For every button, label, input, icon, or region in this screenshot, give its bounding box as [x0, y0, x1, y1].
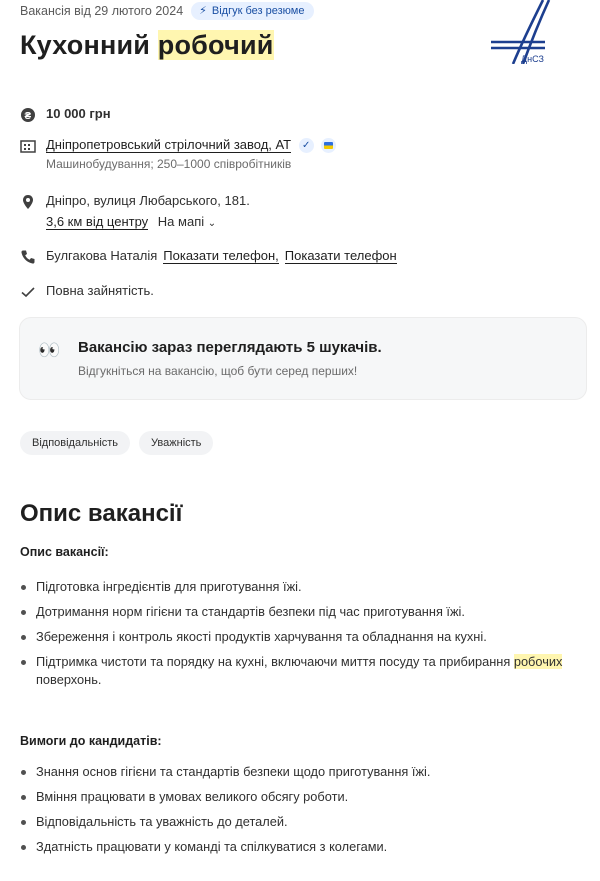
show-phone-link-1[interactable]: Показати телефон,: [163, 248, 279, 263]
list-item-highlight: робочих: [513, 654, 563, 669]
coin-icon: [20, 107, 36, 123]
eyes-icon: 👀: [38, 340, 57, 360]
contact-name: Булгакова Наталія: [46, 248, 158, 263]
description-heading: Опис вакансії: [20, 500, 183, 527]
list-item: Збереження і контроль якості продуктів харчування та обладнання на кухні.: [20, 628, 580, 646]
salary-value: 10 000 грн: [46, 106, 111, 121]
list-item: Відповідальність та уважність до деталей.: [20, 813, 580, 831]
description-list: [20, 578, 580, 696]
company-row: [20, 137, 580, 171]
verified-icon: ✓: [299, 138, 314, 153]
phone-icon: [20, 249, 36, 265]
list-item: Дотримання норм гігієни та стандартів безпеки під час приготування їжі.: [20, 603, 580, 621]
salary-row: [20, 106, 580, 123]
title-word-2: робочий: [157, 30, 274, 60]
viewers-subtitle: Відгукніться на вакансію, щоб бути серед перших!: [78, 364, 358, 378]
building-icon: [20, 138, 36, 154]
quick-apply-badge[interactable]: [191, 2, 314, 20]
contact-row: [20, 248, 580, 265]
posted-date: Вакансія від 29 лютого 2024: [20, 4, 184, 18]
company-meta: Машинобудування; 250–1000 співробітників: [46, 157, 292, 172]
show-phone-link-2[interactable]: Показати телефон: [284, 248, 397, 263]
requirements-list: [20, 763, 580, 863]
employment-type: Повна зайнятість.: [46, 283, 154, 298]
page-title: [20, 30, 274, 61]
title-word-1: Кухонний: [20, 30, 151, 60]
lightning-icon: ⚡: [199, 5, 207, 17]
chevron-down-icon: ⌄: [207, 218, 217, 229]
employment-row: [20, 283, 580, 300]
location-pin-icon: [20, 194, 36, 210]
company-link[interactable]: Дніпропетровський стрілочний завод, АТ: [46, 137, 292, 152]
map-toggle[interactable]: [158, 214, 216, 229]
viewers-title: Вакансію зараз переглядають 5 шукачів.: [78, 339, 382, 356]
list-item: [20, 653, 580, 689]
map-toggle-label: На мапі: [157, 214, 205, 229]
check-icon: [20, 284, 36, 300]
list-item-text: Підтримка чистоти та порядку на кухні, включаючи миття посуду та прибирання: [36, 654, 514, 669]
svg-text:₴: ₴: [24, 111, 32, 122]
list-item: Підготовка інгредієнтів для приготування їжі.: [20, 578, 580, 596]
ukraine-flag-icon: [321, 138, 336, 153]
section-title-requirements: Вимоги до кандидатів:: [20, 734, 162, 748]
distance-link[interactable]: 3,6 км від центру: [46, 214, 149, 229]
tag: Уважність: [139, 431, 213, 455]
tag: Відповідальність: [20, 431, 130, 455]
address-row: [20, 193, 580, 229]
list-item-text-end: поверхонь.: [36, 672, 102, 687]
skill-tags: [20, 431, 213, 455]
vacancy-meta: [20, 0, 314, 22]
viewers-card: [19, 317, 587, 400]
list-item: Вміння працювати в умовах великого обсягу роботи.: [20, 788, 580, 806]
address-text: Дніпро, вулиця Любарського, 181.: [46, 193, 250, 208]
list-item: Знання основ гігієни та стандартів безпеки щодо приготування їжі.: [20, 763, 580, 781]
section-title-description: Опис вакансії:: [20, 545, 109, 559]
company-logo[interactable]: [483, 0, 553, 64]
quick-apply-label: Відгук без резюме: [211, 4, 305, 17]
list-item: Здатність працювати у команді та спілкуватися з колегами.: [20, 838, 580, 856]
logo-text: ДнСЗ: [521, 54, 544, 64]
